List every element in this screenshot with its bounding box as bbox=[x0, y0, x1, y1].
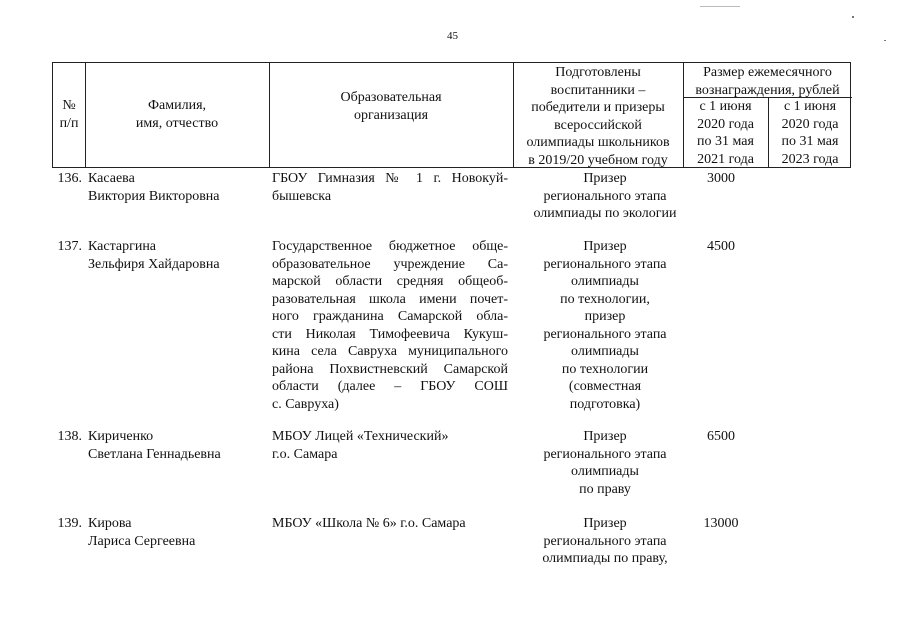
row-number: 137. bbox=[57, 239, 82, 254]
reward-amount: 6500 bbox=[707, 429, 735, 444]
olympiad-result: Призер регионального этапа олимпиады по экологии bbox=[533, 171, 677, 221]
olympiad-result: Призер регионального этапа олимпиады по технологии, призер регионального этапа олимпиады по технологии (совместная подготовка) bbox=[543, 239, 667, 412]
person-name: Кириченко Светлана Геннадьевна bbox=[88, 429, 221, 462]
olympiad-result: Призер регионального этапа олимпиады по праву bbox=[543, 429, 667, 497]
header-num: № п/п bbox=[59, 98, 79, 131]
table-header bbox=[52, 62, 851, 168]
scan-speck bbox=[700, 6, 740, 7]
header-name: Фамилия, имя, отчество bbox=[135, 98, 219, 131]
row-number: 138. bbox=[57, 429, 82, 444]
header-organization: Образовательная организация bbox=[340, 90, 442, 123]
row-number: 139. bbox=[57, 516, 82, 531]
scan-speck bbox=[852, 16, 854, 18]
scan-speck bbox=[884, 40, 886, 41]
page-number: 45 bbox=[447, 30, 458, 42]
reward-amount: 13000 bbox=[703, 516, 739, 531]
olympiad-result: Призер регионального этапа олимпиады по праву, bbox=[542, 516, 668, 566]
organization: МБОУ Лицей «Технический» г.о. Самара bbox=[272, 429, 449, 462]
reward-amount: 3000 bbox=[707, 171, 735, 186]
header-period-2: с 1 июня 2020 года по 31 мая 2023 года bbox=[781, 99, 839, 167]
person-name: Кирова Лариса Сергеевна bbox=[88, 516, 196, 549]
person-name: Кастаргина Зельфиря Хайдаровна bbox=[88, 239, 220, 272]
reward-amount: 4500 bbox=[707, 239, 735, 254]
organization: МБОУ «Школа № 6» г.о. Самара bbox=[272, 516, 466, 531]
organization: ГБОУ Гимназия № 1 г. Новокуй- бышевска bbox=[272, 171, 508, 204]
header-reward-title: Размер ежемесячного вознаграждения, рублей bbox=[695, 65, 840, 98]
header-period-1: с 1 июня 2020 года по 31 мая 2021 года bbox=[697, 99, 754, 167]
row-number: 136. bbox=[57, 171, 82, 186]
header-prepared: Подготовлены воспитанники – победители и призеры всероссийской олимпиады школьников в 2019/20 учебном году bbox=[526, 65, 670, 168]
person-name: Касаева Виктория Викторовна bbox=[88, 171, 220, 204]
organization: Государственное бюджетное обще- образовательное учреждение Са- марской области средняя общеоб- разовательная школа имени почет- ного гражданина Самарской обла- сти Николая Тимофеевича Кукуш- кина села Савруха муниципального района Похвистневский Самарской области (далее – ГБОУ СОШ с. Савруха) bbox=[272, 239, 508, 412]
